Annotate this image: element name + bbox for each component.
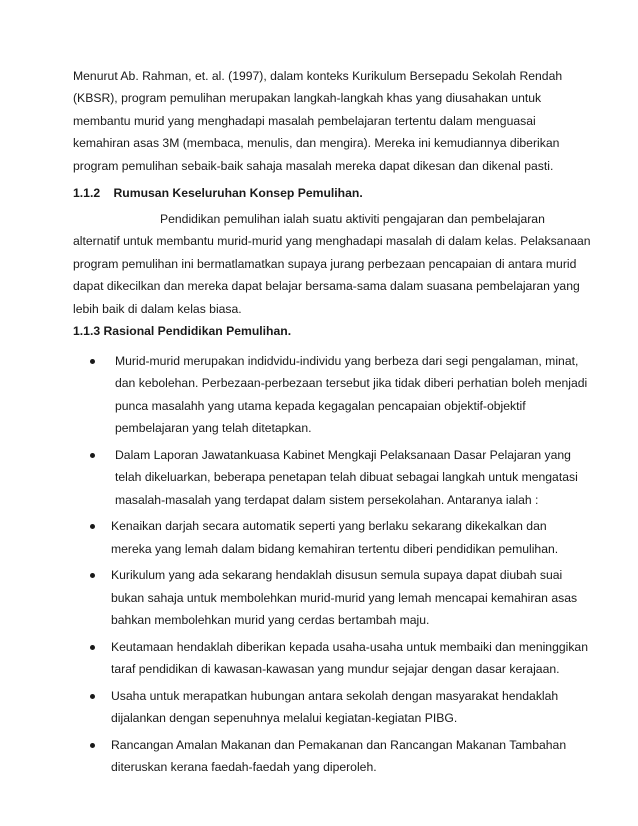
intro-paragraph [73,65,573,177]
bullet-icon [90,743,95,748]
list-item [73,734,573,779]
intro-line: (KBSR), program pemulihan merupakan langkah-langkah khas yang diusahakan untuk [73,91,542,106]
intro-line: program pemulihan sebaik-baik sahaja masalah mereka dapat dikesan dan dikenal pasti. [73,158,554,173]
bullet-icon [90,573,95,578]
list-item-line: telah dikeluarkan, beberapa penetapan telah dibuat sebagai langkah untuk mengatasi [115,470,578,485]
section-112-title: Rumusan Keseluruhan Konsep Pemulihan. [113,186,363,200]
section-113-title: Rasional Pendidikan Pemulihan. [103,324,292,338]
list-item-line: taraf pendidikan di kawasan-kawasan yang mundur sejajar dengan dasar kerajaan. [111,662,560,677]
section-112-line: lebih baik di dalam kelas biasa. [73,301,242,316]
list-item [73,515,573,560]
list-item-line: pembelajaran yang telah ditetapkan. [115,421,312,436]
list-item-line: Murid-murid merupakan indidvidu-individu yang berbeza dari segi pengalaman, minat, [115,354,579,368]
list-item-line: mereka yang lemah dalam bidang kemahiran tertentu diberi pendidikan pemulihan. [111,541,559,556]
list-item-line: Kurikulum yang ada sekarang hendaklah disusun semula supaya dapat diubah suai [111,568,563,583]
list-item-line: Dalam Laporan Jawatankuasa Kabinet Mengkaji Pelaksanaan Dasar Pelajaran yang [115,447,571,462]
bullet-icon [90,524,95,529]
list-item-line: Usaha untuk merapatkan hubungan antara sekolah dengan masyarakat hendaklah [111,688,559,703]
section-112-line: alternatif untuk membantu murid-murid yang menghadapi masalah di dalam kelas. Pelaksanaan [73,234,591,249]
section-112-heading [73,183,363,203]
list-item-line: bahkan membolehkan murid yang cerdas bertambah maju. [111,613,430,628]
intro-line: membantu murid yang menghadapi masalah pembelajaran tertentu dalam menguasai [73,113,536,128]
list-item-line: dan kebolehan. Perbezaan-perbezaan tersebut jika tidak diberi perhatian boleh menjadi [115,376,588,391]
list-item-line: Keutamaan hendaklah diberikan kepada usaha-usaha untuk membaiki dan meninggikan [111,639,588,654]
list-item-line: dijalankan dengan sepenuhnya melalui kegiatan-kegiatan PIBG. [111,711,458,726]
list-item [73,636,588,681]
bullet-icon [90,453,95,458]
list-item-line: bukan sahaja untuk membolehkan murid-murid yang lemah mencapai kemahiran asas [111,590,578,605]
list-item [73,350,588,440]
section-112-paragraph [73,208,591,320]
list-item [73,444,578,511]
section-113-number: 1.1.3 [73,324,101,338]
bullet-icon [90,359,95,364]
list-item-line: diteruskan kerana faedah-faedah yang diperoleh. [111,760,377,775]
list-item-line: Kenaikan darjah secara automatik seperti yang berlaku sekarang dikekalkan dan [111,519,547,534]
rationale-list [73,350,588,783]
section-112-line: program pemulihan ini bermatlamatkan supaya jurang perbezaan pencapaian di antara murid [73,256,577,271]
bullet-icon [90,694,95,699]
list-item-line: punca masalahh yang utama kepada kegagalan pencapaian objektif-objektif [115,398,526,413]
intro-line: Menurut Ab. Rahman, et. al. (1997), dalam konteks Kurikulum Bersepadu Sekolah Rendah [73,69,563,83]
list-item-line: masalah-masalah yang terdapat dalam sistem persekolahan. Antaranya ialah : [115,492,539,507]
intro-line: kemahiran asas 3M (membaca, menulis, dan mengira). Mereka ini kemudiannya diberikan [73,136,560,151]
section-112-line: Pendidikan pemulihan ialah suatu aktiviti pengajaran dan pembelajaran [160,212,545,226]
section-112-line: dapat dikecilkan dan mereka dapat belajar bersama-sama dalam suasana pembelajaran yang [73,279,580,294]
bullet-icon [90,645,95,650]
section-112-number: 1.1.2 [73,186,101,200]
section-113-heading [73,321,291,341]
list-item [73,564,578,631]
list-item [73,685,573,730]
list-item-line: Rancangan Amalan Makanan dan Pemakanan dan Rancangan Makanan Tambahan [111,737,567,752]
